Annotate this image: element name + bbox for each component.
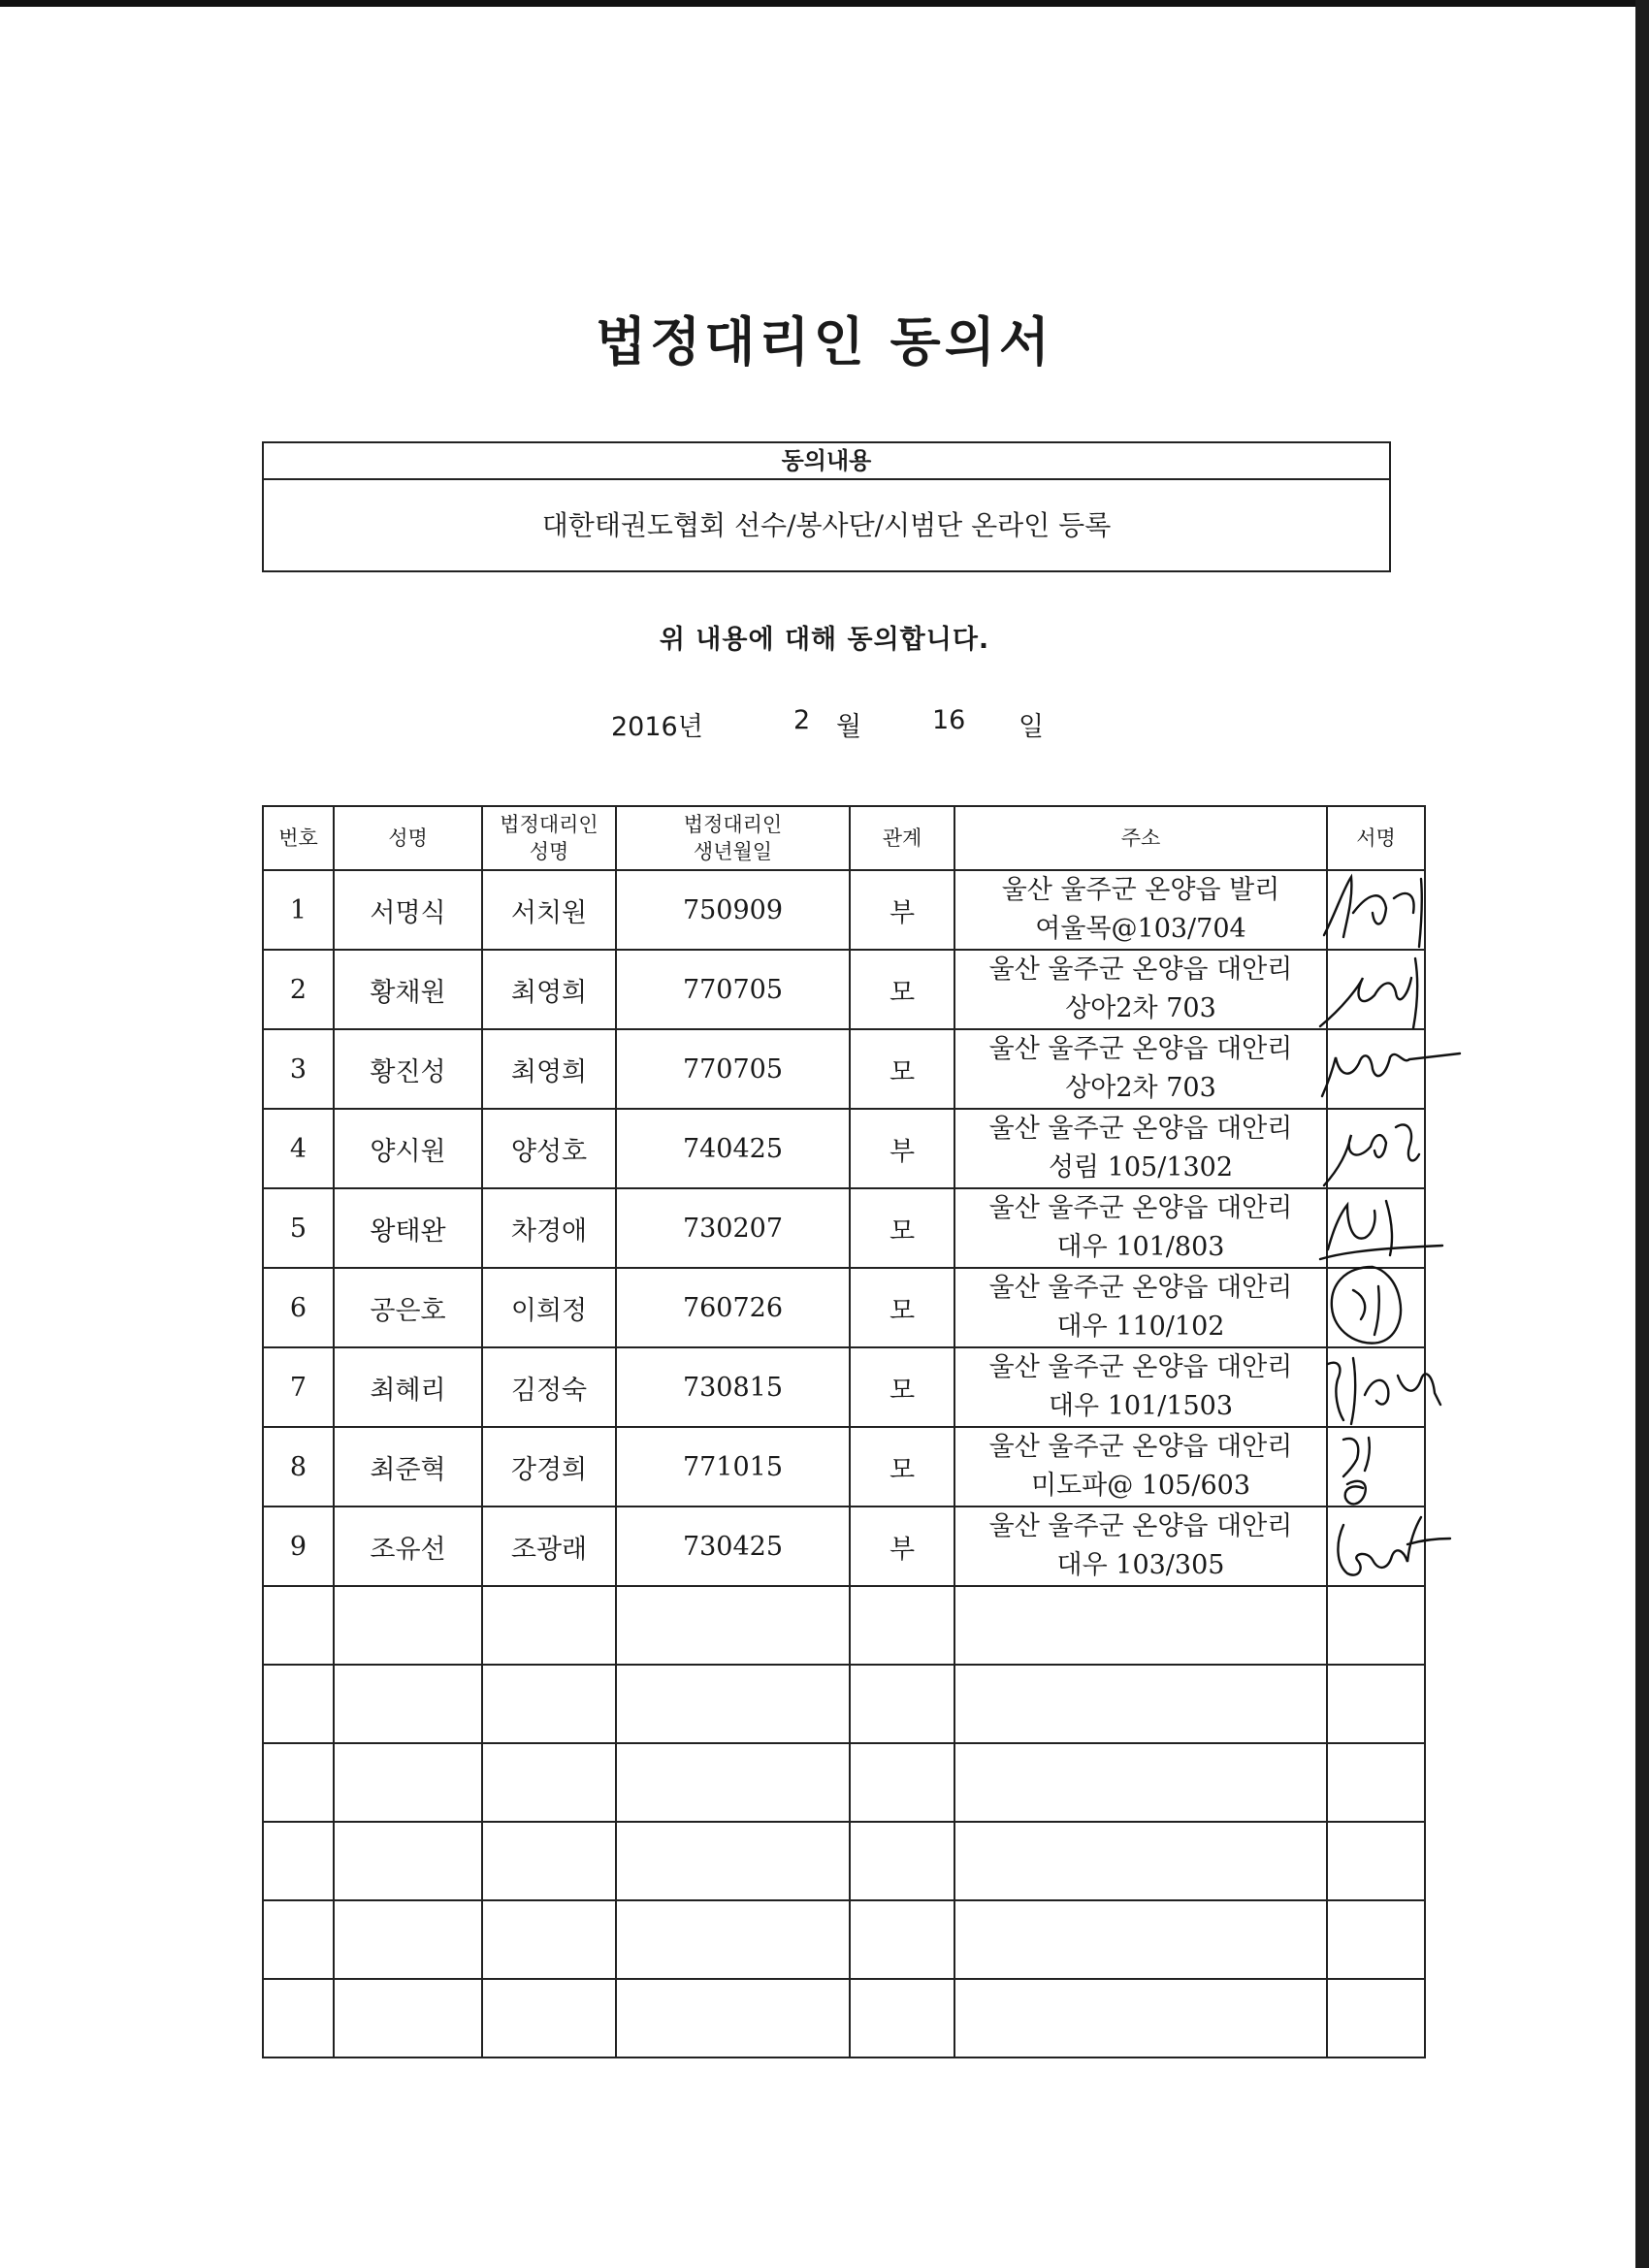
header-relation: 관계	[850, 806, 954, 870]
address-line2: 대우 101/803	[1056, 1232, 1225, 1262]
handwritten-signature	[1314, 1496, 1455, 1593]
address-line2: 대우 110/102	[1056, 1312, 1225, 1342]
cell-signature	[1327, 1268, 1425, 1347]
cell-no: 3	[263, 1029, 334, 1109]
address-line2: 성림 105/1302	[1048, 1152, 1234, 1183]
consent-heading: 동의내용	[264, 443, 1389, 480]
cell-relation: 모	[850, 950, 954, 1029]
cell-guardian: 최영희	[482, 950, 616, 1029]
cell-birth: 740425	[616, 1109, 850, 1188]
table-row-empty	[263, 1979, 1425, 2057]
cell-signature	[1327, 870, 1425, 950]
cell-relation: 부	[850, 1507, 954, 1586]
cell-relation: 모	[850, 1347, 954, 1427]
cell-signature	[1327, 1029, 1425, 1109]
agreement-statement: 위 내용에 대해 동의합니다.	[659, 625, 990, 655]
cell-guardian: 서치원	[482, 870, 616, 950]
table-row	[263, 1507, 1425, 1586]
date-year: 2016년	[611, 712, 703, 742]
address-line2: 상아2차 703	[1065, 993, 1216, 1023]
cell-no: 2	[263, 950, 334, 1029]
scan-edge-top	[0, 0, 1649, 7]
table-header-row	[263, 806, 1425, 870]
cell-no: 1	[263, 870, 334, 950]
cell-guardian: 최영희	[482, 1029, 616, 1109]
date-day-unit: 일	[1018, 712, 1045, 742]
cell-no: 6	[263, 1268, 334, 1347]
date-month-unit: 월	[836, 712, 862, 742]
table-row	[263, 1268, 1425, 1347]
cell-birth: 770705	[616, 1029, 850, 1109]
date-line	[0, 705, 1649, 744]
address-line2: 상아2차 703	[1065, 1073, 1216, 1103]
cell-name: 왕태완	[334, 1188, 482, 1268]
cell-name: 황진성	[334, 1029, 482, 1109]
address-line1: 울산 울주군 온양읍 대안리	[988, 955, 1293, 985]
address-line1: 울산 울주군 온양읍 대안리	[988, 1273, 1293, 1303]
address-line1: 울산 울주군 온양읍 발리	[1001, 875, 1280, 905]
table-row-empty	[263, 1900, 1425, 1979]
cell-birth: 730425	[616, 1507, 850, 1586]
cell-birth: 760726	[616, 1268, 850, 1347]
address-line2: 미도파@ 105/603	[1031, 1471, 1250, 1501]
date-month: 2	[793, 705, 811, 735]
table-row	[263, 1347, 1425, 1427]
table-row-empty	[263, 1743, 1425, 1822]
cell-guardian: 차경애	[482, 1188, 616, 1268]
cell-address	[954, 1268, 1327, 1347]
address-line2: 대우 101/1503	[1048, 1391, 1234, 1421]
cell-guardian: 이희정	[482, 1268, 616, 1347]
header-signature: 서명	[1327, 806, 1425, 870]
cell-name: 최혜리	[334, 1347, 482, 1427]
cell-birth: 771015	[616, 1427, 850, 1507]
cell-birth: 750909	[616, 870, 850, 950]
header-guardian-name-line1: 법정대리인	[500, 813, 598, 836]
consent-box	[262, 441, 1391, 572]
cell-name: 황채원	[334, 950, 482, 1029]
table-row	[263, 1109, 1425, 1188]
table-row-empty	[263, 1665, 1425, 1743]
cell-relation: 부	[850, 1109, 954, 1188]
cell-guardian: 양성호	[482, 1109, 616, 1188]
cell-name: 양시원	[334, 1109, 482, 1188]
address-line1: 울산 울주군 온양읍 대안리	[988, 1432, 1293, 1462]
cell-signature	[1327, 1347, 1425, 1427]
table-row	[263, 1188, 1425, 1268]
cell-birth: 730815	[616, 1347, 850, 1427]
address-line1: 울산 울주군 온양읍 대안리	[988, 1193, 1293, 1223]
cell-relation: 모	[850, 1029, 954, 1109]
address-line1: 울산 울주군 온양읍 대안리	[988, 1114, 1293, 1144]
cell-guardian: 조광래	[482, 1507, 616, 1586]
header-address: 주소	[954, 806, 1327, 870]
cell-no: 9	[263, 1507, 334, 1586]
table-row	[263, 870, 1425, 950]
cell-no: 4	[263, 1109, 334, 1188]
document-title: 법정대리인 동의서	[595, 310, 1054, 373]
consent-content: 대한태권도협회 선수/봉사단/시범단 온라인 등록	[541, 509, 1112, 541]
cell-name: 서명식	[334, 870, 482, 950]
header-guardian-name-line2: 성명	[529, 840, 569, 863]
header-guardian-birth	[616, 806, 850, 870]
cell-no: 7	[263, 1347, 334, 1427]
table-row-empty	[263, 1822, 1425, 1900]
address-line2: 대우 103/305	[1056, 1550, 1225, 1580]
header-guardian-name	[482, 806, 616, 870]
table-row-empty	[263, 1586, 1425, 1665]
cell-address	[954, 1347, 1327, 1427]
address-line1: 울산 울주군 온양읍 대안리	[988, 1511, 1293, 1541]
registration-table	[262, 805, 1426, 2058]
address-line2: 여울목@103/704	[1035, 914, 1246, 944]
cell-guardian: 김정숙	[482, 1347, 616, 1427]
cell-relation: 모	[850, 1268, 954, 1347]
cell-address	[954, 1507, 1327, 1586]
cell-no: 8	[263, 1427, 334, 1507]
cell-name: 공은호	[334, 1268, 482, 1347]
table-row	[263, 1427, 1425, 1507]
table-row	[263, 1029, 1425, 1109]
header-guardian-birth-line1: 법정대리인	[683, 813, 783, 836]
cell-address	[954, 950, 1327, 1029]
cell-birth: 770705	[616, 950, 850, 1029]
cell-address	[954, 1029, 1327, 1109]
cell-relation: 모	[850, 1188, 954, 1268]
cell-name: 최준혁	[334, 1427, 482, 1507]
cell-address	[954, 870, 1327, 950]
cell-address	[954, 1188, 1327, 1268]
cell-signature	[1327, 950, 1425, 1029]
cell-relation: 부	[850, 870, 954, 950]
table-row	[263, 950, 1425, 1029]
cell-name: 조유선	[334, 1507, 482, 1586]
cell-signature	[1327, 1427, 1425, 1507]
date-day: 16	[932, 705, 966, 735]
address-line1: 울산 울주군 온양읍 대안리	[988, 1034, 1293, 1064]
cell-relation: 모	[850, 1427, 954, 1507]
cell-signature	[1327, 1109, 1425, 1188]
header-guardian-birth-line2: 생년월일	[693, 840, 773, 863]
header-name: 성명	[334, 806, 482, 870]
table-body	[263, 870, 1425, 2057]
cell-birth: 730207	[616, 1188, 850, 1268]
address-line1: 울산 울주군 온양읍 대안리	[988, 1352, 1293, 1382]
cell-signature	[1327, 1507, 1425, 1586]
cell-address	[954, 1109, 1327, 1188]
cell-address	[954, 1427, 1327, 1507]
cell-guardian: 강경희	[482, 1427, 616, 1507]
cell-signature	[1327, 1188, 1425, 1268]
header-no: 번호	[263, 806, 334, 870]
cell-no: 5	[263, 1188, 334, 1268]
